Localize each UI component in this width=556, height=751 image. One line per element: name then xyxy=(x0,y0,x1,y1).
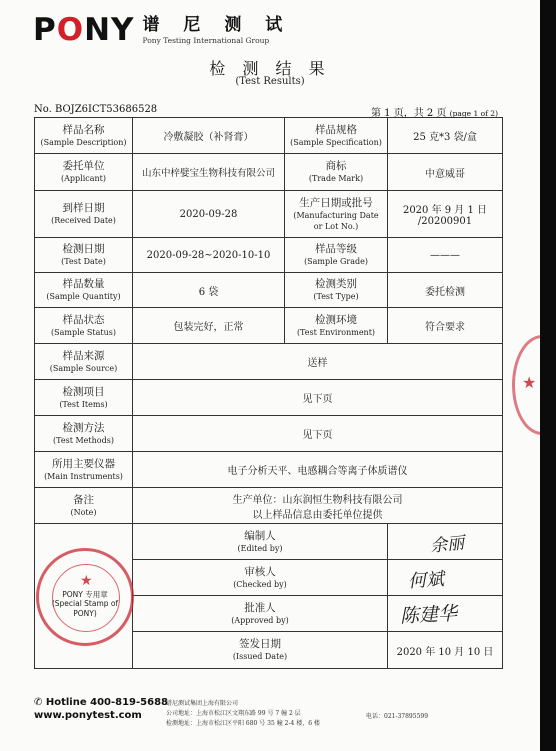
label-sample-source: 样品来源 (Sample Source) xyxy=(35,344,133,380)
seam-stamp-star-icon: ★ xyxy=(522,373,537,392)
label-sample-grade: 样品等级 (Sample Grade) xyxy=(285,238,388,273)
signature-checked-by: 何斌 xyxy=(388,560,503,596)
table-row xyxy=(35,380,503,416)
table-row xyxy=(35,344,503,380)
label-checked-by: 审核人 (Checked by) xyxy=(133,560,388,596)
footer-address-block xyxy=(166,699,320,729)
table-row xyxy=(35,154,503,191)
label-test-type: 检测类别 (Test Type) xyxy=(285,273,388,308)
website: www.ponytest.com xyxy=(34,710,142,721)
signature-approved-by: 陈建华 xyxy=(388,596,503,632)
dark-edge xyxy=(540,0,556,751)
table-row xyxy=(35,238,503,273)
document-number: No. BOJZ6ICT53686528 xyxy=(34,104,158,115)
table-row xyxy=(35,416,503,452)
value-sample-source: 送样 xyxy=(133,344,503,380)
label-approved-by: 批准人 (Approved by) xyxy=(133,596,388,632)
pony-logo xyxy=(33,14,291,46)
table-row xyxy=(35,308,503,344)
stamp-star-icon: ★ xyxy=(80,573,93,589)
label-manufacturing-date: 生产日期或批号 (Manufacturing Date or Lot No.) xyxy=(285,191,388,238)
page-number-zh: 第 1 页，共 2 页 xyxy=(371,108,447,119)
label-issued-date: 签发日期 (Issued Date) xyxy=(133,632,388,669)
label-trade-mark: 商标 (Trade Mark) xyxy=(285,154,388,191)
value-manufacturing-date: 2020 年 9 月 1 日 /20200901 xyxy=(388,191,503,238)
label-main-instruments: 所用主要仪器 (Main Instruments) xyxy=(35,452,133,488)
value-main-instruments: 电子分析天平、电感耦合等离子体质谱仪 xyxy=(133,452,503,488)
table-row xyxy=(35,273,503,308)
label-sample-description: 样品名称 (Sample Description) xyxy=(35,118,133,154)
company-stamp xyxy=(36,548,134,646)
page-subtitle: (Test Results) xyxy=(235,76,305,87)
value-sample-grade: ——— xyxy=(388,238,503,273)
logo-english-name: Pony Testing International Group xyxy=(142,35,270,45)
value-sample-description: 冷敷凝胶（补肾膏） xyxy=(133,118,285,154)
value-test-items: 见下页 xyxy=(133,380,503,416)
value-test-methods: 见下页 xyxy=(133,416,503,452)
logo-letters-ny: NY xyxy=(84,12,135,48)
label-sample-status: 样品状态 (Sample Status) xyxy=(35,308,133,344)
stamp-text-2: (Special Stamp of xyxy=(51,599,119,608)
value-test-environment: 符合要求 xyxy=(388,308,503,344)
label-test-environment: 检测环境 (Test Environment) xyxy=(285,308,388,344)
footer-address-1: 公司地址：上海市松江区文翔东路 99 号 7 幢 2 层 xyxy=(166,710,301,717)
table-row xyxy=(35,452,503,488)
label-test-items: 检测项目 (Test Items) xyxy=(35,380,133,416)
value-applicant: 山东中梓嬖宝生物科技有限公司 xyxy=(133,154,285,191)
footer-company: 谱尼测试集团上海有限公司 xyxy=(166,700,239,707)
value-test-type: 委托检测 xyxy=(388,273,503,308)
stamp-text-1: PONY 专用章 xyxy=(62,590,108,599)
value-note: 生产单位：山东润恒生物科技有限公司 以上样品信息由委托单位提供 xyxy=(133,488,503,524)
logo-text xyxy=(143,16,292,45)
logo-wordmark xyxy=(33,14,135,46)
logo-letter-p: P xyxy=(33,12,57,48)
footer-phone: 电话：021-37895599 xyxy=(366,713,429,720)
label-sample-quantity: 样品数量 (Sample Quantity) xyxy=(35,273,133,308)
signature-edited-by: 余丽 xyxy=(388,524,503,560)
value-sample-specification: 25 克*3 袋/盒 xyxy=(388,118,503,154)
value-issued-date: 2020 年 10 月 10 日 xyxy=(388,632,503,669)
value-trade-mark: 中意威哥 xyxy=(388,154,503,191)
stamp-text-3: PONY) xyxy=(73,609,97,618)
label-note: 备注 (Note) xyxy=(35,488,133,524)
label-received-date: 到样日期 (Received Date) xyxy=(35,191,133,238)
table-row xyxy=(35,488,503,524)
value-received-date: 2020-09-28 xyxy=(133,191,285,238)
page-title: 检 测 结 果 xyxy=(209,59,331,78)
label-test-methods: 检测方法 (Test Methods) xyxy=(35,416,133,452)
page-number-en: (page 1 of 2) xyxy=(449,109,498,118)
label-test-date: 检测日期 (Test Date) xyxy=(35,238,133,273)
seam-stamp xyxy=(512,335,542,435)
label-sample-specification: 样品规格 (Sample Specification) xyxy=(285,118,388,154)
table-row xyxy=(35,191,503,238)
value-sample-quantity: 6 袋 xyxy=(133,273,285,308)
footer-address-2: 检测地址：上海市松江区平阳 680 号 35 幢 2-4 楼，6 楼 xyxy=(166,720,320,727)
value-test-date: 2020-09-28~2020-10-10 xyxy=(133,238,285,273)
hotline: ✆ Hotline 400-819-5688 xyxy=(34,697,168,708)
label-applicant: 委托单位 (Applicant) xyxy=(35,154,133,191)
label-edited-by: 编制人 (Edited by) xyxy=(133,524,388,560)
table-row xyxy=(35,118,503,154)
value-sample-status: 包装完好，正常 xyxy=(133,308,285,344)
logo-chinese-name: 谱 尼 测 试 xyxy=(142,14,292,35)
logo-letter-o: O xyxy=(56,12,85,48)
